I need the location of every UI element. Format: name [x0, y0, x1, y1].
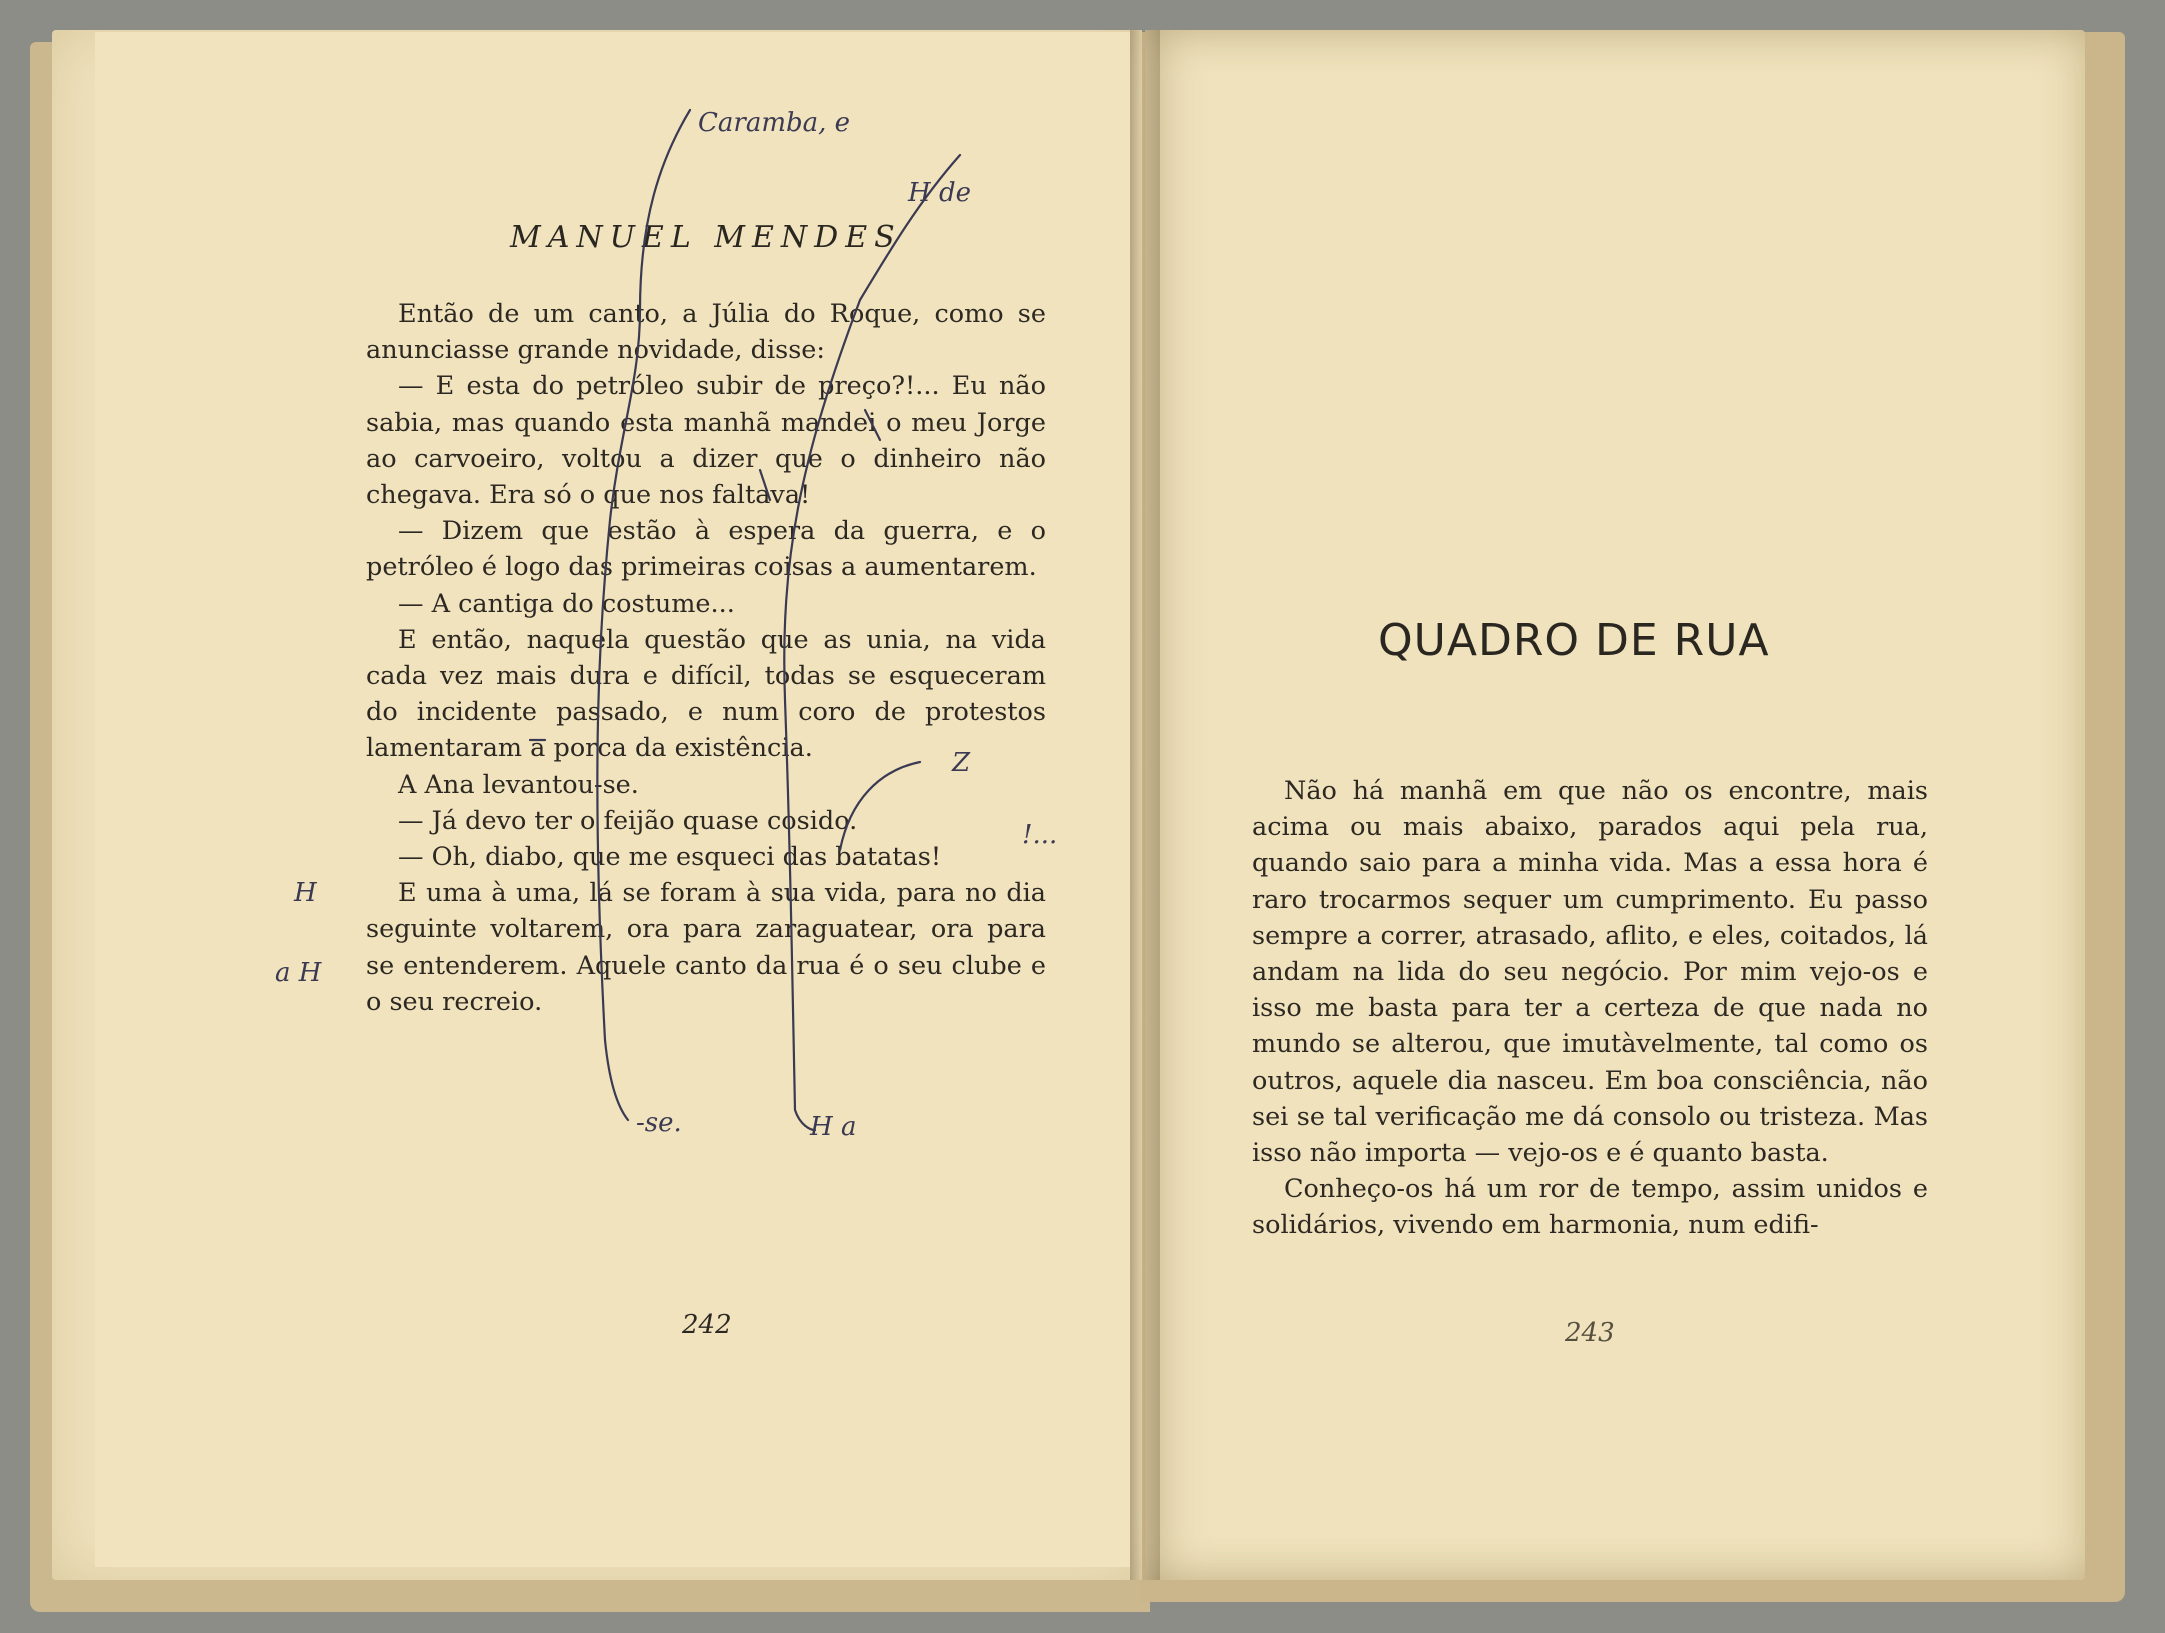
handwritten-note: -se.	[636, 1108, 682, 1138]
handwritten-note: H de	[908, 178, 971, 208]
paragraph: — E esta do petróleo subir de preço?!... Eu não sabia, mas quando esta manhã mandei o meu Jorge ao carvoeiro, voltou a dizer que o dinheiro não chegava. Era só o que nos faltava!	[366, 371, 1046, 511]
handwritten-note: !...	[1022, 820, 1058, 850]
paragraph: — A cantiga do costume...	[398, 588, 735, 619]
handwritten-note: Caramba, e	[698, 108, 851, 138]
paragraph: Então de um canto, a Júlia do Roque, como se anunciasse grande novidade, disse:	[366, 299, 1046, 366]
paragraph: — Já devo ter o feijão quase cosido.	[398, 805, 858, 836]
handwritten-note: H	[294, 878, 317, 908]
handwritten-note: Z	[952, 748, 971, 778]
handwritten-note: H a	[810, 1112, 857, 1142]
paragraph: E uma à uma, lá se foram à sua vida, para no dia seguinte voltarem, ora para zaraguatear, ora para se entenderem. Aquele canto da rua é o seu clube e o seu recreio.	[366, 878, 1046, 1017]
paragraph: — Dizem que estão à espera da guerra, e o petróleo é logo das primeiras coisas a aumentarem.	[366, 516, 1046, 583]
chapter-title: QUADRO DE RUA	[1378, 615, 1770, 666]
paragraph: Conheço-os há um ror de tempo, assim unidos e solidários, vivendo em harmonia, num edifi-	[1252, 1174, 1928, 1241]
paragraph: Não há manhã em que não os encontre, mais acima ou mais abaixo, parados aqui pela rua, quando saio para a minha vida. Mas a essa hora é raro trocarmos sequer um cumprimento. Eu passo sempre a correr, atrasado, aflito, e eles, coitados, lá andam na lida do seu negócio. Por mim vejo-os e isso me basta para ter a certeza de que nada no mundo se alterou, que imutàvelmente, tal como os outros, aquele dia nasceu. Em boa consciência, não sei se tal verificação me dá consolo ou tristeza. Mas isso não importa — vejo-os e é quanto basta.	[1252, 776, 1928, 1169]
paragraph: A Ana levantou-se.	[398, 769, 639, 800]
page-number-right: 243	[1565, 1318, 1615, 1348]
paragraph: E então, naquela questão que as unia, na vida cada vez mais dura e difícil, todas se esqueceram do incidente passado, e num coro de protestos lamentaram a porca da existência.	[366, 624, 1046, 764]
page-number-left: 242	[682, 1310, 732, 1340]
running-head: MANUEL MENDES	[510, 220, 902, 255]
paragraph: — Oh, diabo, que me esqueci das batatas!	[398, 842, 942, 873]
handwritten-note: a H	[275, 958, 322, 988]
right-page-text	[1252, 773, 1928, 1244]
